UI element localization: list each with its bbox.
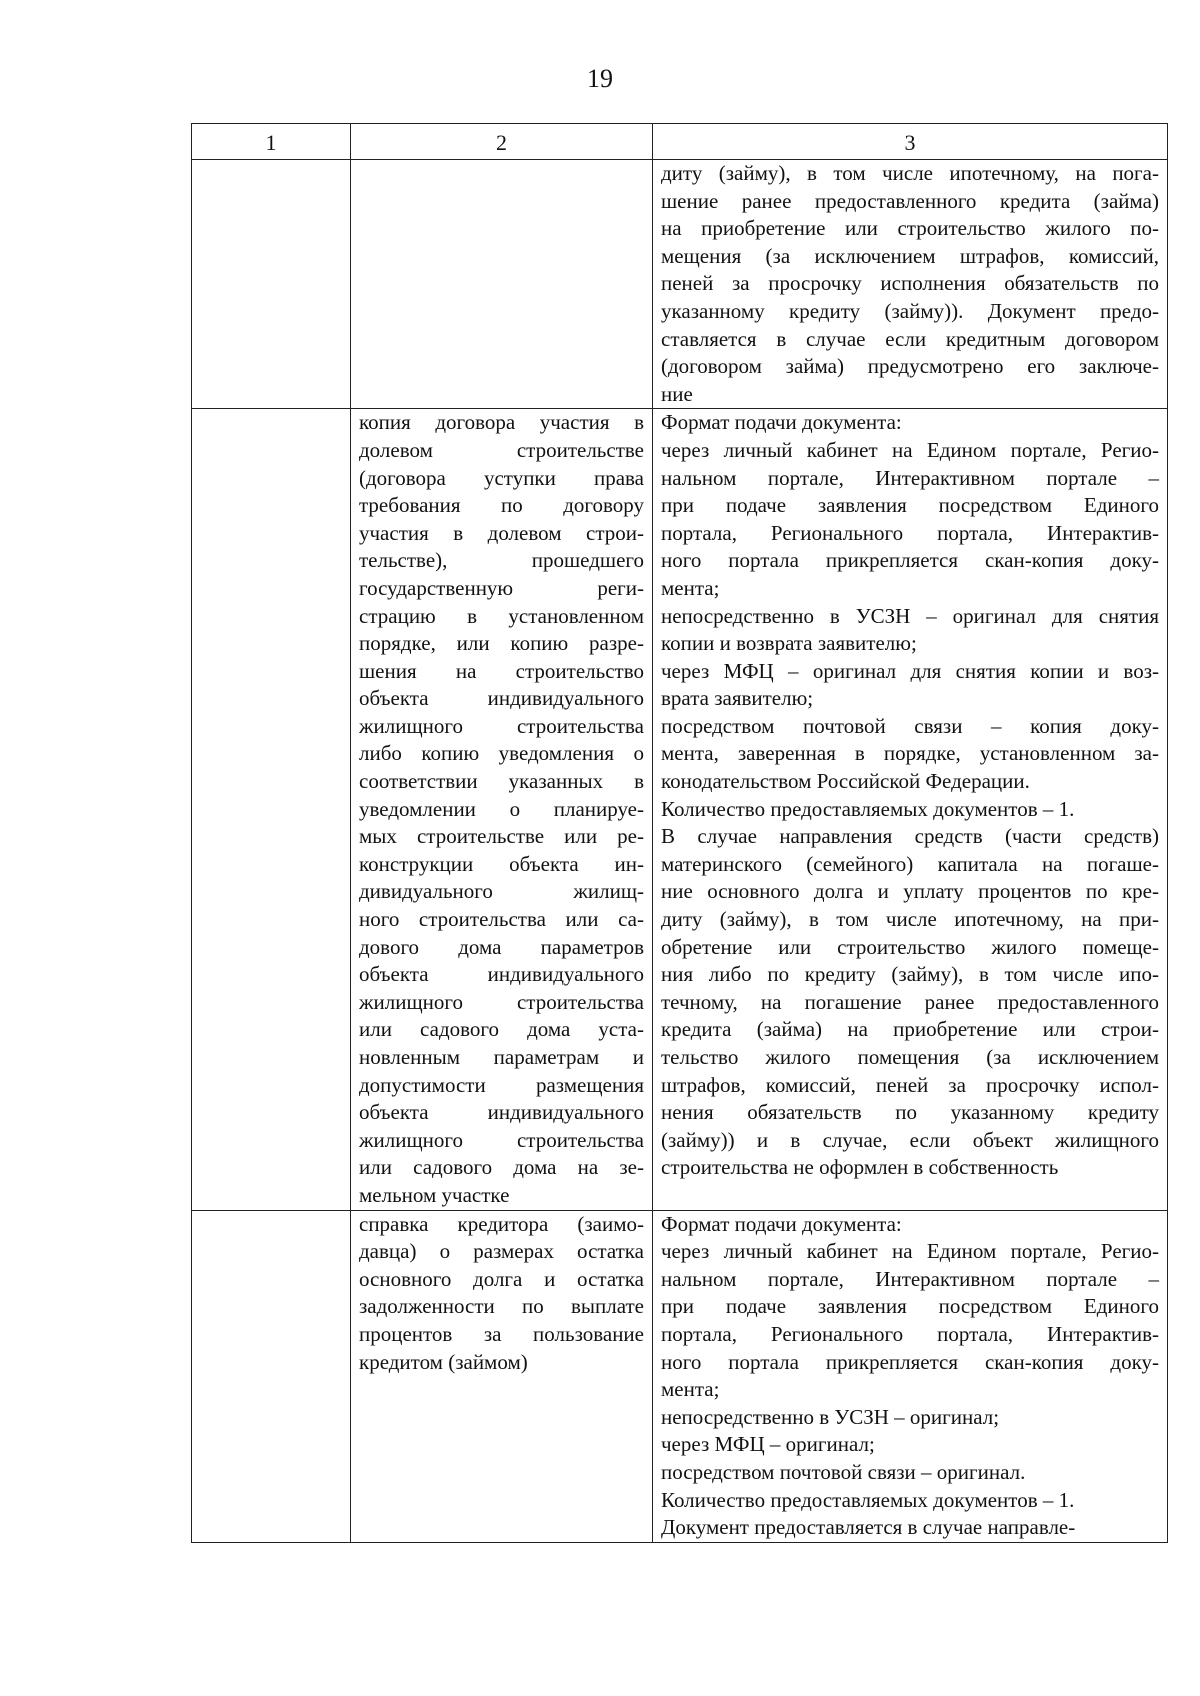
- cell-text-line: через МФЦ – оригинал для снятия копии и воз-: [661, 658, 1159, 683]
- cell-text-line: тельство жилого помещения (за исключением: [661, 1045, 1159, 1069]
- row-cell-col3: [653, 1210, 1168, 1542]
- cell-text-line: нения обязательств по указанному кредиту: [661, 1100, 1159, 1125]
- cell-text-line: мента;: [661, 575, 720, 600]
- cell-text-line: дового дома параметров: [359, 934, 644, 959]
- cell-text-line: объекта индивидуального: [359, 962, 644, 987]
- cell-text-line: жилищного строительства: [359, 1127, 644, 1152]
- row-cell-col3: [653, 409, 1168, 1210]
- cell-text-line: ния либо по кредиту (займу), в том числе ипо-: [661, 962, 1159, 987]
- cell-text-line: тельстве), прошедшего: [359, 548, 644, 573]
- page-number: 19: [587, 64, 613, 93]
- cell-text-line: непосредственно в УСЗН – оригинал для снятия: [661, 603, 1159, 628]
- cell-text-line: ного строительства или са-: [359, 907, 644, 932]
- header-cell-1: 1: [192, 124, 351, 160]
- row-cell-col1: [192, 160, 351, 409]
- cell-text-line: кредита (займа) на приобретение или строи-: [661, 1017, 1159, 1042]
- cell-text-line: через личный кабинет на Едином портале, Регио-: [661, 1239, 1159, 1264]
- row-cell-col2: [351, 1210, 653, 1542]
- cell-text-line: (договора уступки права: [359, 465, 644, 490]
- row-cell-col2: [351, 409, 653, 1210]
- cell-text-line: ного портала прикрепляется скан-копия доку-: [661, 548, 1159, 573]
- cell-text-line: Количество предоставляемых документов – 1.: [661, 1487, 1075, 1512]
- cell-text-line: участия в долевом строи-: [359, 520, 644, 545]
- cell-text-line: диту (займу), в том числе ипотечному, на при-: [661, 907, 1159, 932]
- cell-text-line: материнского (семейного) капитала на погаше-: [661, 851, 1159, 876]
- document-table: [191, 123, 1168, 1543]
- cell-text-line: шения на строительство: [359, 658, 644, 683]
- cell-text-line: ние: [661, 381, 693, 406]
- cell-text-line: требования по договору: [359, 493, 644, 518]
- cell-text-line: через личный кабинет на Едином портале, Регио-: [661, 437, 1159, 462]
- row-cell-col1: [192, 409, 351, 1210]
- cell-text-line: либо копию уведомления о: [359, 741, 644, 766]
- cell-text-line: страцию в установленном: [359, 603, 644, 628]
- cell-text-line: посредством почтовой связи – копия доку-: [661, 713, 1159, 738]
- table-row: [192, 1210, 1168, 1542]
- cell-text-line: жилищного строительства: [359, 713, 644, 738]
- cell-text-line: мента;: [661, 1377, 720, 1402]
- cell-text-line: копии и возврата заявителю;: [661, 631, 917, 656]
- cell-text-line: Формат подачи документа:: [661, 1211, 902, 1236]
- cell-text-line: Формат подачи документа:: [661, 410, 902, 435]
- cell-text-line: посредством почтовой связи – оригинал.: [661, 1459, 1026, 1484]
- cell-text-line: соответствии указанных в: [359, 769, 644, 794]
- cell-text-line: или садового дома уста-: [359, 1017, 644, 1042]
- cell-text-line: основного долга и остатка: [359, 1266, 644, 1291]
- cell-text-line: дивидуального жилищ-: [359, 879, 644, 904]
- cell-text-line: кредитом (займом): [359, 1349, 528, 1374]
- cell-text-line: справка кредитора (заимо-: [359, 1211, 644, 1236]
- row-cell-col2: [351, 160, 653, 409]
- cell-text-line: Документ предоставляется в случае направле-: [661, 1515, 1076, 1540]
- cell-text-line: порядке, или копию разре-: [359, 631, 644, 656]
- table-row: [192, 409, 1168, 1210]
- row-cell-col1: [192, 1210, 351, 1542]
- cell-text-line: мельном участке: [359, 1182, 510, 1207]
- header-cell-3: 3: [653, 124, 1168, 160]
- cell-text-line: диту (займу), в том числе ипотечному, на пога-: [661, 161, 1159, 185]
- cell-text-line: жилищного строительства: [359, 989, 644, 1014]
- cell-text-line: штрафов, комиссий, пеней за просрочку испол-: [661, 1072, 1159, 1097]
- cell-text-line: врата заявителю;: [661, 686, 814, 711]
- cell-text-line: мента, заверенная в порядке, установленном за-: [661, 741, 1159, 766]
- cell-text-line: (договором займа) предусмотрено его заключе-: [661, 354, 1159, 379]
- cell-text-line: конструкции объекта ин-: [359, 851, 644, 876]
- cell-text-line: ставляется в случае если кредитным договором: [661, 326, 1159, 351]
- cell-text-line: В случае направления средств (части средств): [661, 824, 1159, 849]
- cell-text-line: мещения (за исключением штрафов, комиссий,: [661, 243, 1159, 268]
- cell-text-line: объекта индивидуального: [359, 1100, 644, 1125]
- header-cell-2: 2: [351, 124, 653, 160]
- cell-text-line: (займу)) и в случае, если объект жилищного: [661, 1127, 1159, 1152]
- cell-text-line: допустимости размещения: [359, 1072, 644, 1097]
- table-row: [192, 160, 1168, 409]
- cell-text-line: ного портала прикрепляется скан-копия доку-: [661, 1349, 1159, 1374]
- cell-text-line: давца) о размерах остатка: [359, 1239, 644, 1264]
- cell-text-line: нальном портале, Интерактивном портале –: [661, 465, 1159, 490]
- cell-text-line: задолженности по выплате: [359, 1294, 644, 1319]
- cell-text-line: строительства не оформлен в собственность: [661, 1155, 1059, 1180]
- cell-text-line: долевом строительстве: [359, 437, 644, 462]
- cell-text-line: конодательством Российской Федерации.: [661, 769, 1030, 794]
- row-cell-col3: [653, 160, 1168, 409]
- cell-text-line: Количество предоставляемых документов – 1.: [661, 796, 1075, 821]
- cell-text-line: мых строительстве или ре-: [359, 824, 644, 849]
- cell-text-line: при подаче заявления посредством Единого: [661, 493, 1159, 518]
- cell-text-line: через МФЦ – оригинал;: [661, 1432, 875, 1457]
- cell-text-line: ние основного долга и уплату процентов по кре-: [661, 879, 1159, 904]
- cell-text-line: процентов за пользование: [359, 1321, 644, 1346]
- cell-text-line: обретение или строительство жилого помеще-: [661, 934, 1159, 959]
- cell-text-line: непосредственно в УСЗН – оригинал;: [661, 1404, 1000, 1429]
- cell-text-line: объекта индивидуального: [359, 686, 644, 711]
- cell-text-line: новленным параметрам и: [359, 1045, 644, 1069]
- cell-text-line: или садового дома на зе-: [359, 1155, 644, 1180]
- cell-text-line: уведомлении о планируе-: [359, 796, 644, 821]
- cell-text-line: портала, Регионального портала, Интерактив-: [661, 520, 1159, 545]
- cell-text-line: пеней за просрочку исполнения обязательств по: [661, 271, 1159, 296]
- cell-text-line: шение ранее предоставленного кредита (займа): [661, 188, 1159, 213]
- cell-text-line: нальном портале, Интерактивном портале –: [661, 1266, 1159, 1291]
- cell-text-line: течному, на погашение ранее предоставленного: [661, 989, 1159, 1014]
- cell-text-line: указанному кредиту (займу)). Документ предо-: [661, 298, 1159, 323]
- cell-text-line: копия договора участия в: [359, 410, 644, 435]
- cell-text-line: портала, Регионального портала, Интерактив-: [661, 1321, 1159, 1346]
- table-header-row: [192, 124, 1168, 160]
- cell-text-line: при подаче заявления посредством Единого: [661, 1294, 1159, 1319]
- cell-text-line: государственную реги-: [359, 575, 644, 600]
- cell-text-line: на приобретение или строительство жилого по-: [661, 216, 1159, 241]
